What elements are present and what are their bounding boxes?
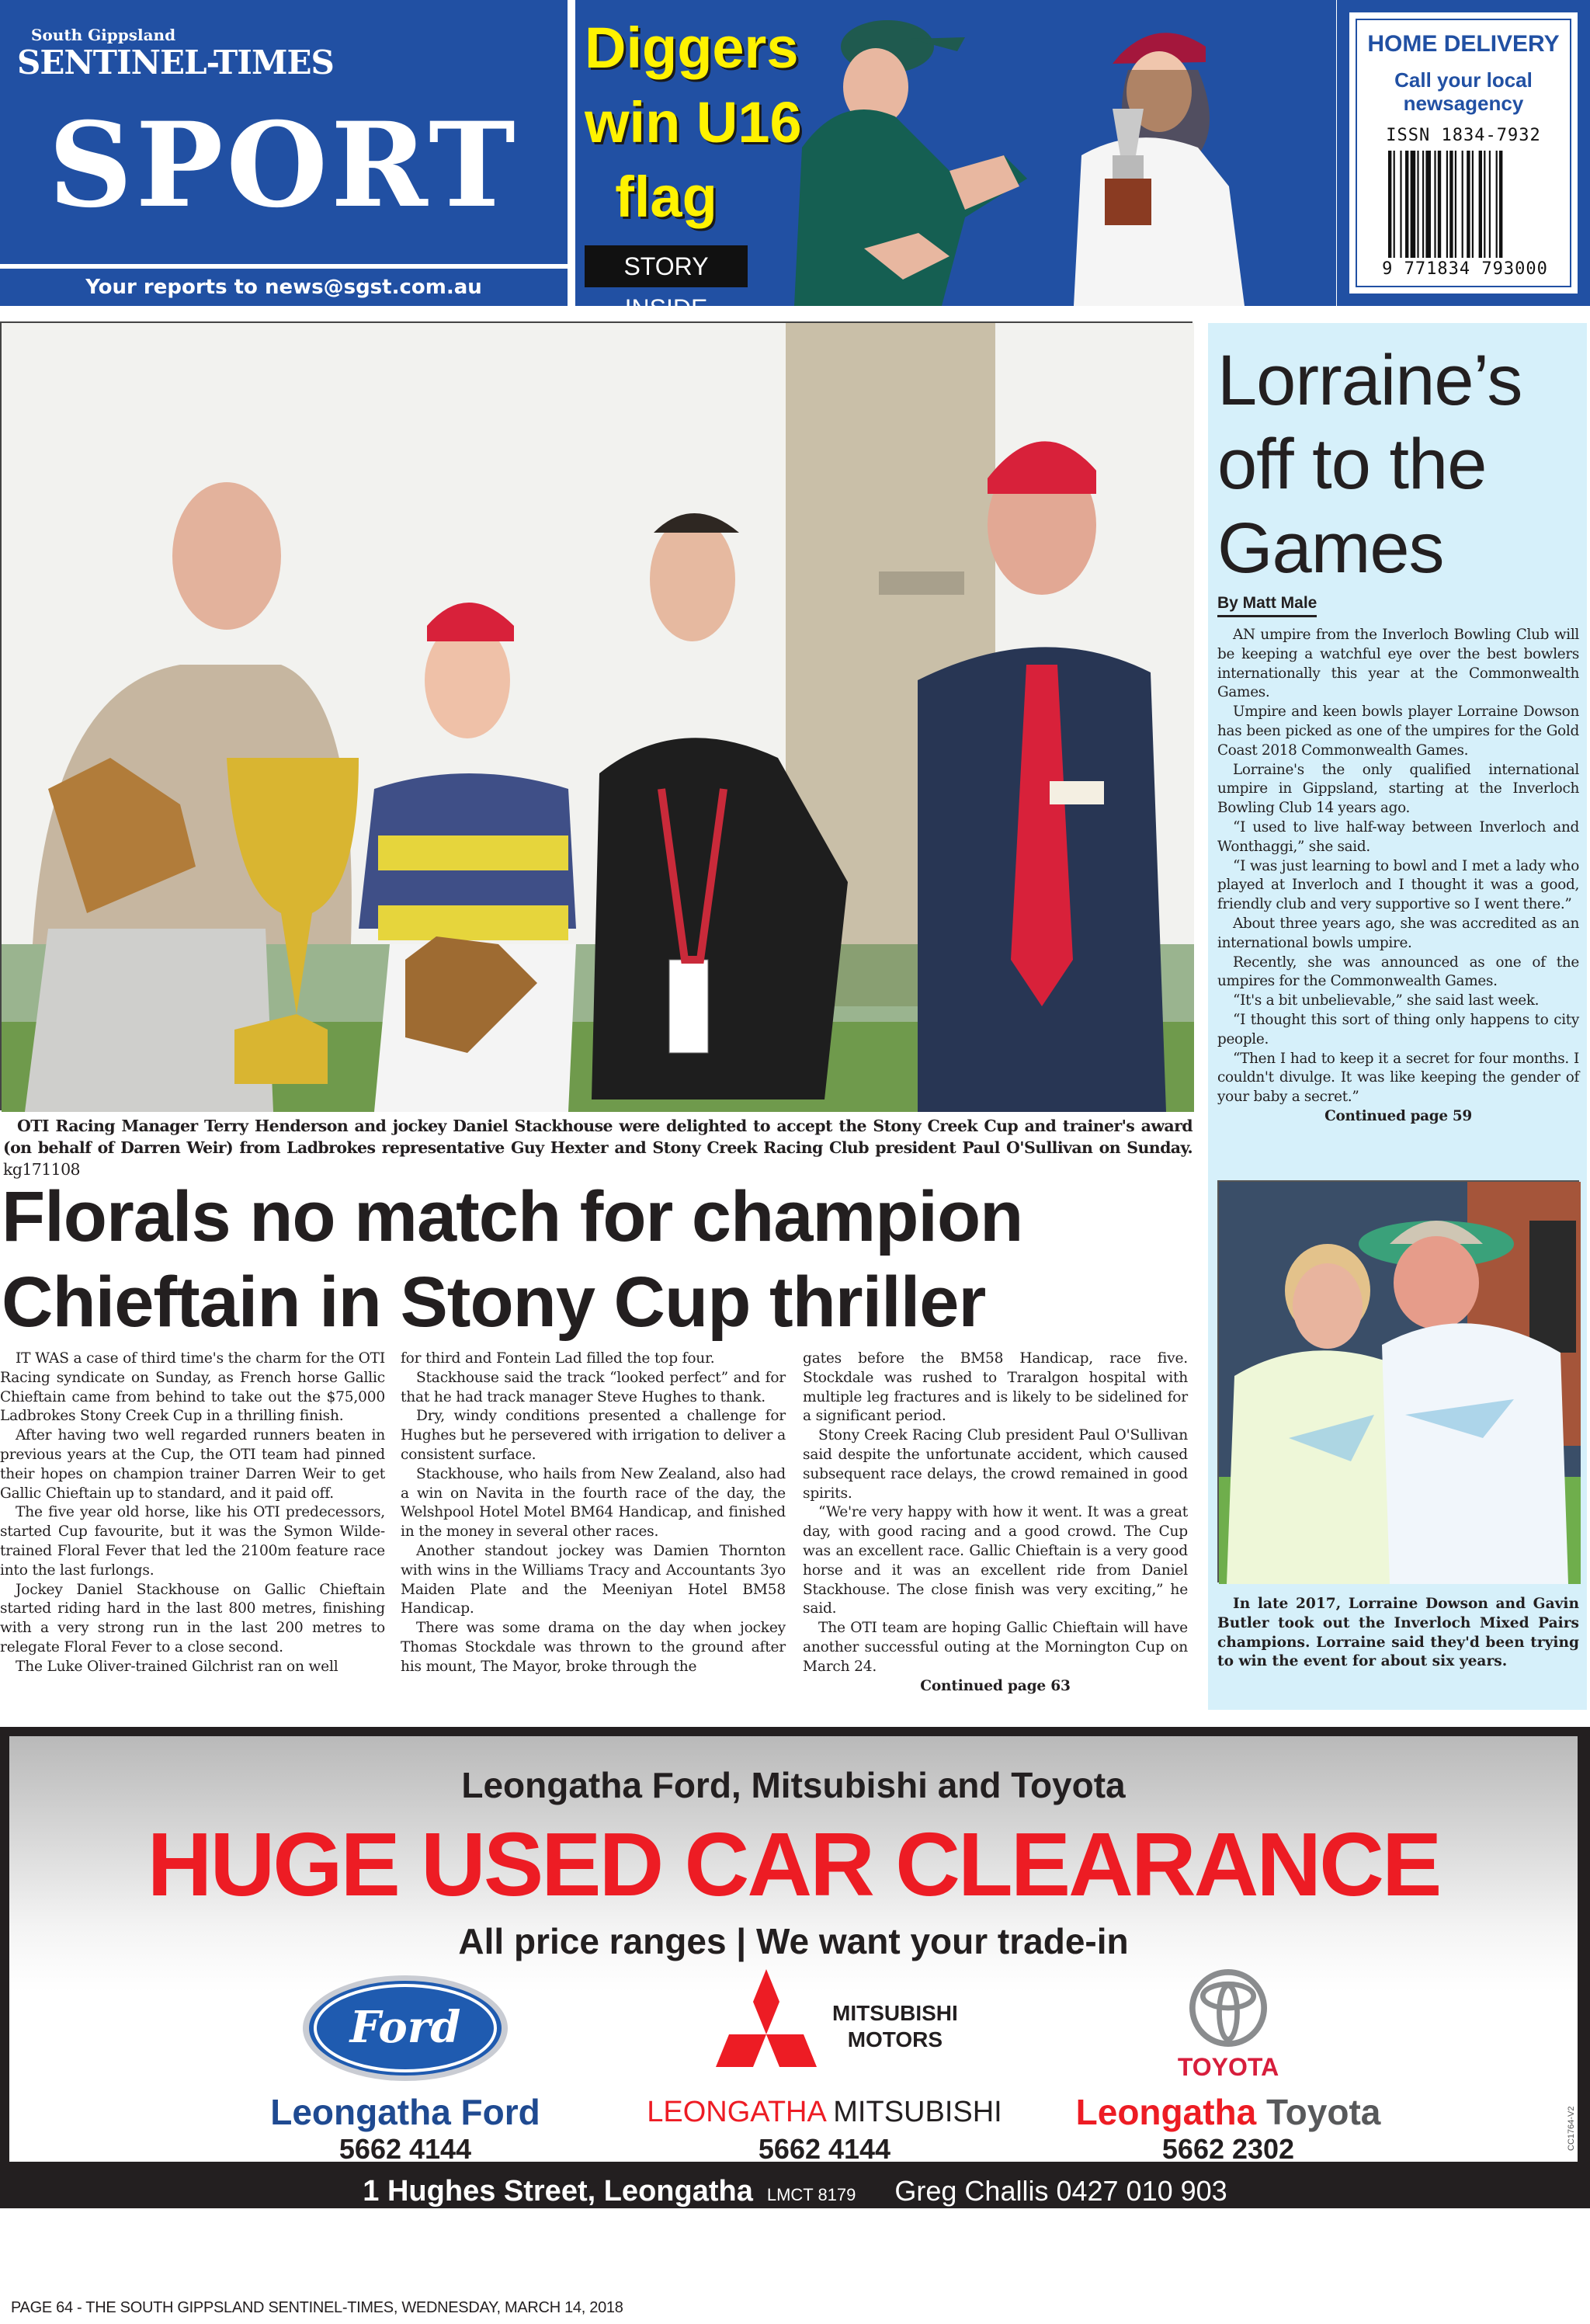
paragraph: “I thought this sort of thing only happens to city people. xyxy=(1217,1011,1579,1047)
barcode-bar xyxy=(1446,151,1448,258)
barcode-bar xyxy=(1422,151,1424,258)
paragraph: “I was just learning to bowl and I met a lady who played at Inverloch and I thought it was a good, friendly club and very supportive so I went there.” xyxy=(1217,857,1579,913)
promo-banner[interactable] xyxy=(575,0,1336,322)
paragraph: gates before the BM58 Handicap, race five. Stockdale was rushed to Traralgon hospital with multiple leg fractures and is likely to be sidelined for a significant period. xyxy=(803,1350,1188,1425)
dealer-phone[interactable]: 5662 2302 xyxy=(1161,2133,1295,2165)
ad-code: CC1764-V2 xyxy=(1567,2106,1576,2151)
headline-line: Chieftain in Stony Cup thriller xyxy=(2,1263,986,1342)
caption-text: OTI Racing Manager Terry Henderson and jockey Daniel Stackhouse were delighted to accept the Stony Creek Cup and trainer's award (on behalf of Darren Weir) from Ladbrokes representative Guy Hexter and Stony Creek Racing Club president Paul O'Sullivan on Sunday. xyxy=(3,1117,1192,1157)
paper-name: SENTINEL-TIMES xyxy=(17,43,334,82)
ad-footer-bar xyxy=(0,2174,1590,2221)
bowls-photo-caption: In late 2017, Lorraine Dowson and Gavin Butler took out the Inverloch Mixed Pairs champions. Lorraine said they'd been trying to win the event for about six years. xyxy=(1217,1596,1579,1670)
issn: ISSN 1834-7932 xyxy=(1386,126,1541,145)
main-photo xyxy=(0,321,1192,1110)
barcode-bar xyxy=(1455,151,1456,258)
paragraph: After having two well regarded runners beaten in previous years at the Cup, the OTI team had pinned their hopes on champion trainer Darren Weir to get Gallic Chieftain up to standard, and it paid off. xyxy=(0,1427,385,1502)
sidebar-headline: Lorraine’s off to the Games xyxy=(1217,341,1522,588)
barcode-bar xyxy=(1449,151,1453,258)
headline-line: Florals no match for champion xyxy=(2,1177,1023,1256)
continued-link[interactable]: Continued page 59 xyxy=(1324,1107,1472,1124)
barcode-bar xyxy=(1388,151,1391,258)
barcode-bar xyxy=(1467,151,1470,258)
promo-photo xyxy=(748,0,1336,306)
ad-title: HUGE USED CAR CLEARANCE xyxy=(147,1814,1440,1915)
barcode-icon xyxy=(1385,151,1540,258)
paragraph: “We're very happy with how it went. It was a great day, with good racing and a good crowd. The Cup was an excellent race. Gallic Chieftain is a very good horse and it was an excellent ride from Daniel Stackhouse. The close finish was very exciting,” he said. xyxy=(803,1504,1188,1617)
dealer-name xyxy=(623,2092,1026,2132)
barcode-bar xyxy=(1479,151,1482,258)
paragraph: Jockey Daniel Stackhouse on Gallic Chieftain started riding hard in the last 800 metres, finishing with a very strong run in the last 200 metres to relegate Floral Fever to a close second. xyxy=(0,1581,385,1655)
car-dealer-advertisement[interactable] xyxy=(0,1727,1590,2208)
barcode-bar xyxy=(1472,151,1474,258)
mitsubishi-wordmark xyxy=(832,2000,958,2053)
paragraph: AN umpire from the Inverloch Bowling Club will be keeping a watchful eye over the best bowlers internationally this year at the Commonwealth Games. xyxy=(1217,627,1579,701)
lmct-number: LMCT 8179 xyxy=(766,2185,856,2204)
ad-subheading: Leongatha Ford, Mitsubishi and Toyota xyxy=(461,1765,1126,1805)
barcode-number: 9 771834 793000 xyxy=(1370,259,1560,280)
barcode-bar xyxy=(1425,151,1431,258)
dealer-name-part: Leongatha xyxy=(1075,2092,1257,2132)
paragraph: Umpire and keen bowls player Lorraine Dowson has been picked as one of the umpires for the Gold Coast 2018 Commonwealth Games. xyxy=(1217,703,1579,759)
main-headline xyxy=(2,1174,1197,1345)
green-shirt xyxy=(794,109,1027,306)
article-column-2 xyxy=(401,1350,786,1677)
dealer-toyota[interactable] xyxy=(1042,1969,1415,2165)
toyota-logo-icon xyxy=(1189,1969,1267,2047)
subtitle-line: Call your local xyxy=(1394,68,1533,92)
paragraph: Stony Creek Racing Club president Paul O'Sullivan said despite the unfortunate accident, which caused subsequent race delays, the crowd remained in good spirits. xyxy=(803,1427,1188,1502)
dealer-ford[interactable] xyxy=(203,1969,607,2165)
man-shirt xyxy=(1382,1323,1568,1584)
mitsubishi-logo-icon xyxy=(716,1969,817,2086)
dealer-address: 1 Hughes Street, Leongatha xyxy=(363,2175,753,2208)
reports-email-line: Your reports to news@sgst.com.au xyxy=(0,269,568,306)
dealer-phone[interactable]: 5662 4144 xyxy=(758,2133,891,2165)
paragraph: Dry, windy conditions presented a challenge for Hughes but he persevered with irrigation to deliver a consistent surface. xyxy=(401,1408,786,1463)
subtitle-line: newsagency xyxy=(1403,92,1524,115)
barcode-bar xyxy=(1434,151,1436,258)
section-logo xyxy=(0,0,568,264)
ford-logo-text: Ford xyxy=(349,2002,461,2053)
promo-headline-line: Diggers xyxy=(585,16,799,80)
masthead xyxy=(0,0,1590,322)
promo-headline xyxy=(585,11,802,234)
paragraph: Lorraine's the only qualified international umpire in Gippsland, starting at the Inverloch Bowling Club 14 years ago. xyxy=(1217,761,1579,817)
paragraph: “It's a bit unbelievable,” she said last week. xyxy=(1233,992,1540,1009)
ad-tagline: All price ranges | We want your trade-in xyxy=(458,1921,1129,1961)
home-delivery-box xyxy=(1337,0,1590,306)
dealer-name-part: MITSUBISHI xyxy=(833,2096,1002,2128)
paragraph: The five year old horse, like his OTI predecessors, started Cup favourite, but it was the Symon Wilde-trained Floral Fever that led the 2100m feature race into the last furlongs. xyxy=(0,1504,385,1579)
racing-presentation-photo xyxy=(2,323,1194,1112)
paragraph: About three years ago, she was accredited as an international bowls umpire. xyxy=(1217,915,1579,951)
dealer-mitsubishi[interactable] xyxy=(623,1969,1026,2165)
white-shirt xyxy=(1074,137,1245,306)
promo-headline-line: flag xyxy=(615,165,717,229)
barcode-bar xyxy=(1411,151,1416,258)
continued-link[interactable]: Continued page 63 xyxy=(920,1677,1071,1694)
dealer-phone[interactable]: 5662 4144 xyxy=(338,2133,472,2165)
home-delivery-subtitle xyxy=(1357,68,1570,115)
toyota-wordmark: TOYOTA xyxy=(1177,2053,1279,2081)
article-column-1 xyxy=(0,1350,385,1677)
paragraph: There was some drama on the day when jockey Thomas Stockdale was thrown to the ground after his mount, The Mayor, broke through the xyxy=(401,1620,786,1675)
dealer-name: Leongatha Ford xyxy=(270,2092,540,2132)
sales-contact[interactable]: Greg Challis 0427 010 903 xyxy=(894,2175,1227,2207)
dealer-name xyxy=(1042,2092,1415,2132)
barcode-bar xyxy=(1400,151,1401,258)
wordmark-line: MOTORS xyxy=(847,2027,943,2051)
barcode-bar xyxy=(1499,151,1502,258)
photo-code: kg171108 xyxy=(3,1160,81,1179)
wordmark-line: MITSUBISHI xyxy=(832,2001,958,2025)
paragraph: Recently, she was announced as one of the umpires for the Commonwealth Games. xyxy=(1217,954,1579,990)
barcode-bar xyxy=(1496,151,1498,258)
page-folio: PAGE 64 - THE SOUTH GIPPSLAND SENTINEL-TIMES, WEDNESDAY, MARCH 14, 2018 xyxy=(11,2299,623,2316)
barcode-bar xyxy=(1417,151,1418,258)
paragraph: Another standout jockey was Damien Thornton with wins in the Williams Tracy and Accountants 3yo Maiden Plate and the Meeniyan Hotel BM58 Handicap. xyxy=(401,1542,786,1617)
paragraph: The OTI team are hoping Gallic Chieftain will have another successful outing at the Mornington Cup on March 24. xyxy=(803,1620,1188,1675)
paragraph: Stackhouse, who hails from New Zealand, also had a win on Navita in the fourth race of the day, the Welshpool Hotel Motel BM64 Handicap, and finished in the money in several other races. xyxy=(401,1465,786,1541)
barcode-bar xyxy=(1394,151,1395,258)
ford-logo-icon xyxy=(300,1974,510,2083)
paragraph: for third and Fontein Lad filled the top four. xyxy=(401,1350,715,1367)
bowls-champions-photo xyxy=(1219,1182,1581,1584)
article-column-3 xyxy=(803,1350,1188,1696)
paragraph: The Luke Oliver-trained Gilchrist ran on well xyxy=(16,1658,338,1675)
paragraph: “Then I had to keep it a secret for four months. I couldn't divulge. It was like keeping the gender of your baby a secret.” xyxy=(1217,1050,1579,1106)
main-photo-caption xyxy=(3,1115,1192,1180)
sidebar-story xyxy=(1208,323,1587,1710)
dealer-name-part: Toyota xyxy=(1265,2092,1381,2132)
bowls-photo xyxy=(1217,1180,1579,1582)
paragraph: “I used to live half-way between Inverloch and Wonthaggi,” she said. xyxy=(1217,818,1579,855)
promo-headline-line: win U16 xyxy=(585,90,802,155)
section-title: SPORT xyxy=(48,97,519,234)
barcode-bar xyxy=(1489,151,1491,258)
barcode-bar xyxy=(1438,151,1441,258)
barcode-bar xyxy=(1462,151,1463,258)
sidebar-body xyxy=(1217,626,1579,1127)
dealer-name-part: LEONGATHA xyxy=(647,2096,825,2128)
paragraph: IT WAS a case of third time's the charm for the OTI Racing syndicate on Sunday, as French horse Gallic Chieftain came from behind to take out the $75,000 Ladbrokes Stony Creek Cup in a thrilling finish. xyxy=(0,1350,385,1425)
barcode-bar xyxy=(1405,151,1408,258)
story-inside-label[interactable]: STORY INSIDE xyxy=(585,245,748,287)
barcode-bar xyxy=(1484,151,1485,258)
paper-name-top: South Gippsland xyxy=(31,26,176,44)
article-body xyxy=(0,1350,1188,1714)
paragraph: Stackhouse said the track “looked perfect” and for that he had track manager Steve Hughes to thank. xyxy=(401,1369,786,1405)
home-delivery-title: HOME DELIVERY xyxy=(1367,31,1560,57)
byline: By Matt Male xyxy=(1217,593,1317,617)
